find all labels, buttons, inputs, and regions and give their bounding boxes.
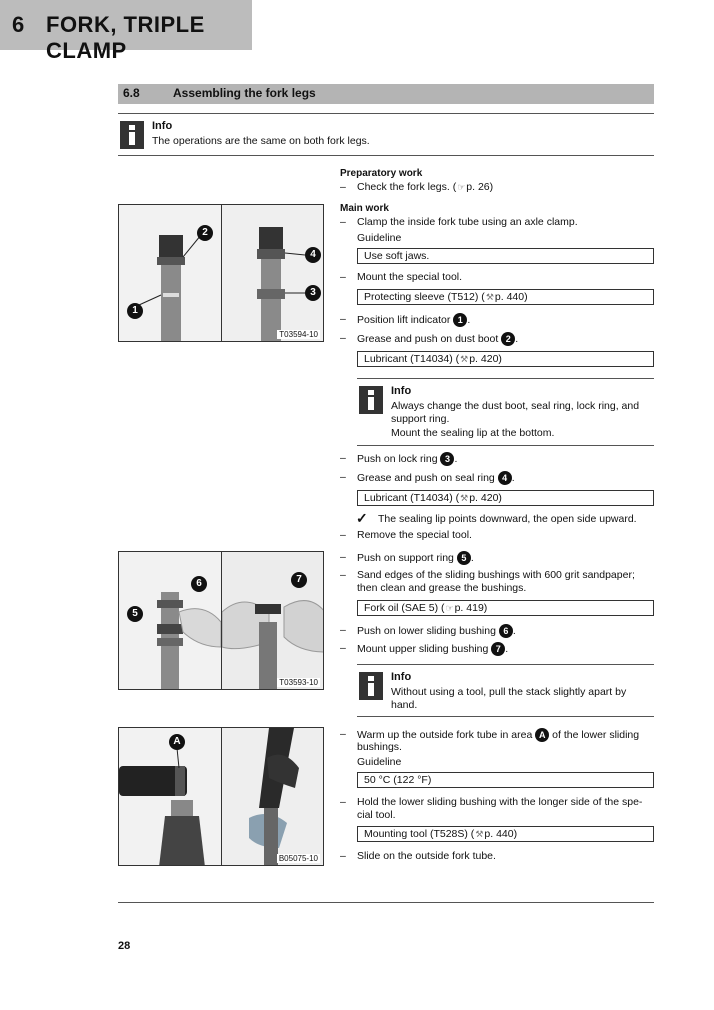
step-dash: – xyxy=(340,529,346,541)
divider xyxy=(118,113,654,114)
step-dash: – xyxy=(340,642,346,654)
callout-A: A xyxy=(169,734,185,750)
page-ref-icon: ⚒ xyxy=(460,493,469,503)
callout-7: 7 xyxy=(291,572,307,588)
callout-3: 3 xyxy=(305,285,321,301)
callout-badge-1: 1 xyxy=(453,313,467,327)
section-header xyxy=(118,84,654,104)
step-dash: – xyxy=(340,551,346,563)
page-ref-icon: ☞ xyxy=(457,182,466,192)
info-icon xyxy=(120,121,144,149)
step-dash: – xyxy=(340,452,346,464)
page-ref-icon: ⚒ xyxy=(460,354,469,364)
step-dash: – xyxy=(340,313,346,325)
step-dash: – xyxy=(340,216,346,228)
callout-badge-5: 5 xyxy=(457,551,471,565)
chapter-header xyxy=(0,0,252,63)
divider xyxy=(357,716,654,717)
chapter-title: FORK, TRIPLE CLAMP xyxy=(46,12,205,63)
tool-box: Mounting tool (T528S) (⚒p. 440) xyxy=(357,826,654,842)
check-text: The sealing lip points downward, the open side upward. xyxy=(378,513,637,525)
callout-badge-7: 7 xyxy=(491,642,505,656)
step-dash: – xyxy=(340,850,346,862)
checkmark-icon: ✓ xyxy=(356,510,368,526)
info-text: Mount the sealing lip at the bottom. xyxy=(391,427,555,439)
page-number: 28 xyxy=(118,940,131,952)
info-text: The operations are the same on both fork legs. xyxy=(152,135,370,147)
step-dash: – xyxy=(340,728,346,740)
fork-oil-box: Fork oil (SAE 5) (☞p. 419) xyxy=(357,600,654,616)
guideline-label: Guideline xyxy=(357,232,402,244)
step-lift-indicator: Position lift indicator 1 . xyxy=(357,313,471,326)
section-number: 6.8 xyxy=(123,86,140,100)
step-upper-bushing: Mount upper sliding bushing 7 . xyxy=(357,642,509,655)
divider xyxy=(118,155,654,156)
callout-4: 4 xyxy=(305,247,321,263)
figure-outside-tube xyxy=(118,727,324,866)
figure-code: T03593-10 xyxy=(279,678,318,687)
info-icon xyxy=(359,672,383,700)
step-lower-bushing: Push on lower sliding bushing 6 . xyxy=(357,624,516,637)
lubricant-box: Lubricant (T14034) (⚒p. 420) xyxy=(357,351,654,367)
step-seal-ring: Grease and push on seal ring 4 . xyxy=(357,471,515,484)
info-heading: Info xyxy=(391,671,412,683)
section-title: Assembling the fork legs xyxy=(173,86,316,100)
step-lock-ring: Push on lock ring 3 . xyxy=(357,452,458,465)
divider xyxy=(357,664,654,665)
step-dash: – xyxy=(340,624,346,636)
info-heading: Info xyxy=(152,120,173,132)
step-slide-on: Slide on the outside fork tube. xyxy=(357,850,496,862)
step-dash: – xyxy=(340,271,346,283)
callout-badge-6: 6 xyxy=(499,624,513,638)
info-heading: Info xyxy=(391,385,412,397)
tool-box: Protecting sleeve (T512) (⚒p. 440) xyxy=(357,289,654,305)
page-ref-icon: ⚒ xyxy=(475,829,484,839)
step-dust-boot: Grease and push on dust boot 2 . xyxy=(357,332,519,345)
callout-badge-3: 3 xyxy=(440,452,454,466)
divider xyxy=(357,378,654,379)
info-text: Without using a tool, pull the stack slightly apart by xyxy=(391,686,627,698)
callout-2: 2 xyxy=(197,225,213,241)
step-check-fork-legs: Check the fork legs. (☞p. 26) xyxy=(357,181,494,193)
info-text: hand. xyxy=(391,699,418,711)
step-warm-up-cont: bushings. xyxy=(357,741,402,753)
temperature-box: 50 °C (122 °F) xyxy=(357,772,654,788)
callout-badge-4: 4 xyxy=(498,471,512,485)
divider xyxy=(357,445,654,446)
step-sand-cont: then clean and grease the bushings. xyxy=(357,582,527,594)
step-warm-up: Warm up the outside fork tube in area A of the lower sliding xyxy=(357,728,640,741)
callout-1: 1 xyxy=(127,303,143,319)
step-hold-bushing-cont: cial tool. xyxy=(357,809,396,821)
callout-5: 5 xyxy=(127,606,143,622)
step-support-ring: Push on support ring 5 . xyxy=(357,551,474,564)
step-dash: – xyxy=(340,796,346,808)
info-text: support ring. xyxy=(391,413,450,425)
step-hold-bushing: Hold the lower sliding bushing with the longer side of the spe- xyxy=(357,796,643,808)
info-icon xyxy=(359,386,383,414)
guideline-box: Use soft jaws. xyxy=(357,248,654,264)
page-ref-icon: ⚒ xyxy=(485,292,494,302)
info-text: Always change the dust boot, seal ring, lock ring, and xyxy=(391,400,640,412)
page-ref-icon: ☞ xyxy=(445,603,454,613)
figure-fork-dust-boot xyxy=(118,204,324,342)
main-heading: Main work xyxy=(340,203,389,214)
step-dash: – xyxy=(340,181,346,193)
step-dash: – xyxy=(340,569,346,581)
figure-code: B05075-10 xyxy=(278,854,318,863)
step-remove-tool: Remove the special tool. xyxy=(357,529,472,541)
figure-sliding-bushings xyxy=(118,551,324,690)
step-clamp: Clamp the inside fork tube using an axle clamp. xyxy=(357,216,578,228)
callout-6: 6 xyxy=(191,576,207,592)
chapter-number: 6 xyxy=(12,12,25,37)
step-dash: – xyxy=(340,471,346,483)
footer-divider xyxy=(118,902,654,903)
step-sand: Sand edges of the sliding bushings with 600 grit sandpaper; xyxy=(357,569,635,581)
callout-badge-2: 2 xyxy=(501,332,515,346)
preparatory-heading: Preparatory work xyxy=(340,168,423,179)
step-mount-tool: Mount the special tool. xyxy=(357,271,463,283)
step-dash: – xyxy=(340,332,346,344)
lubricant-box: Lubricant (T14034) (⚒p. 420) xyxy=(357,490,654,506)
callout-badge-A: A xyxy=(535,728,549,742)
guideline-label: Guideline xyxy=(357,756,402,768)
figure-code: T03594-10 xyxy=(279,330,318,339)
